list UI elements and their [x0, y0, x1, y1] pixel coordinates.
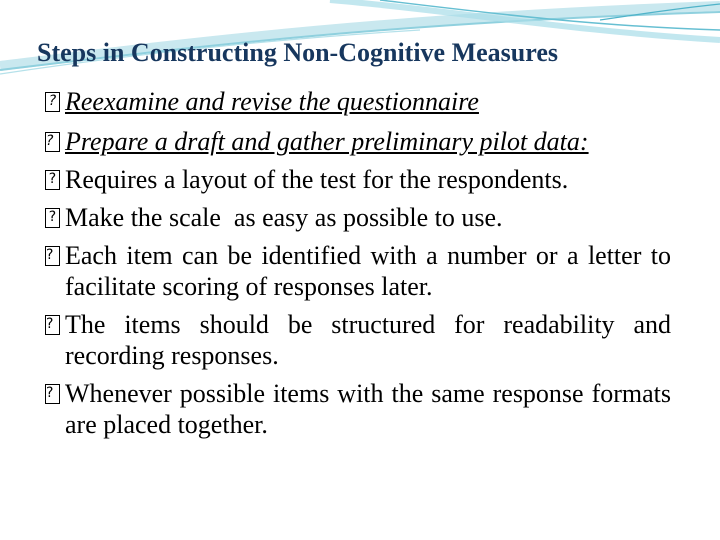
- bullet-text: Each item can be identified with a number or a letter to facilitate scoring of responses later.: [65, 241, 671, 301]
- bullet-item: [45, 86, 671, 117]
- bullet-item: [45, 164, 671, 195]
- slide-title: Steps in Constructing Non-Cognitive Measures: [37, 38, 558, 67]
- bullet-box-icon: ?: [45, 208, 60, 228]
- bullet-box-icon: ?: [45, 132, 60, 152]
- bullet-text: Whenever possible items with the same response formats are placed together.: [65, 379, 671, 439]
- bullet-text: The items should be structured for readability and recording responses.: [65, 310, 671, 370]
- bullet-box-icon: ?: [45, 170, 60, 190]
- bullet-item: [45, 126, 671, 157]
- bullet-item: [45, 378, 671, 440]
- bullet-text: Prepare a draft and gather preliminary pilot data:: [65, 127, 589, 156]
- bullet-box-icon: ?: [45, 246, 60, 266]
- bullet-text: Make the scale as easy as possible to use.: [65, 203, 503, 232]
- bullet-box-icon: ?: [45, 92, 60, 112]
- bullet-item: [45, 309, 671, 371]
- bullet-item: [45, 202, 671, 233]
- bullet-text: Requires a layout of the test for the respondents.: [65, 165, 569, 194]
- bullet-box-icon: ?: [45, 384, 60, 404]
- bullet-item: [45, 240, 671, 302]
- bullet-text: Reexamine and revise the questionnaire: [65, 87, 479, 116]
- bullet-list: [45, 86, 671, 440]
- bullet-box-icon: ?: [45, 315, 60, 335]
